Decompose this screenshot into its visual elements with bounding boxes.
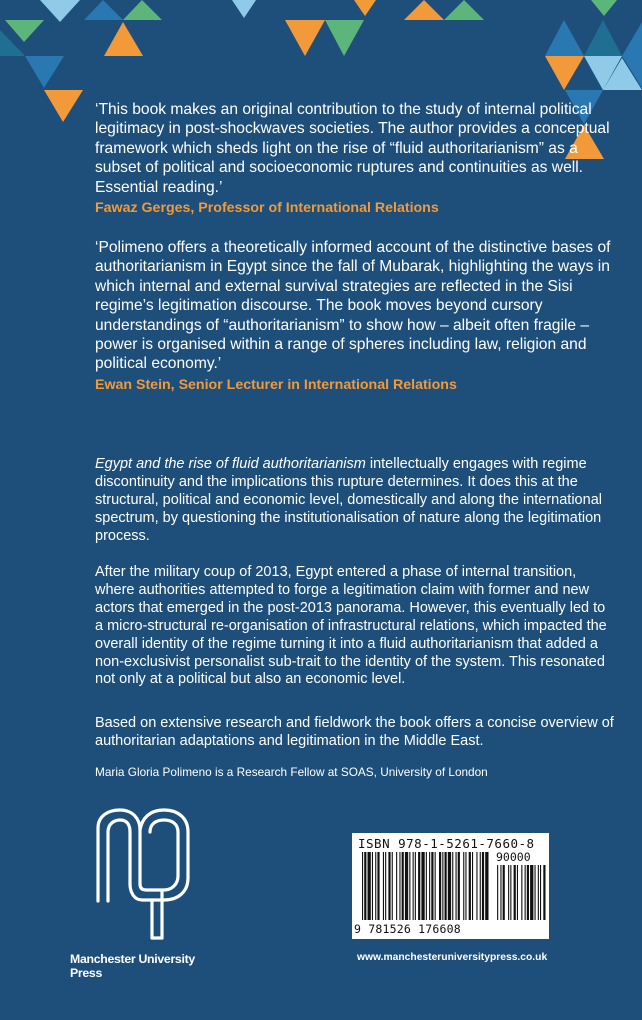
barcode-bar xyxy=(415,852,416,920)
barcode-bar xyxy=(377,852,379,920)
blurb-paragraph-1 xyxy=(95,456,615,546)
barcode-bar xyxy=(476,852,477,920)
barcode-addon-bar xyxy=(497,865,498,920)
barcode-bar xyxy=(480,852,481,920)
barcode-bar xyxy=(465,852,466,920)
barcode-bar xyxy=(442,852,443,920)
publisher-name: Manchester University Press xyxy=(70,952,195,980)
triangle-shape xyxy=(325,20,364,56)
barcode-addon-bar xyxy=(503,865,505,920)
barcode-bar xyxy=(472,852,473,920)
barcode-bar xyxy=(392,852,393,920)
barcode-bar xyxy=(409,852,410,920)
barcode-bar xyxy=(364,852,366,920)
barcode-bar xyxy=(396,852,397,920)
publisher-logo-icon xyxy=(92,806,208,946)
barcode-bar xyxy=(485,852,488,920)
barcode-addon-bar xyxy=(500,865,501,920)
quote-attribution: Ewan Stein, Senior Lecturer in International Relations xyxy=(95,376,457,393)
barcode-bar xyxy=(426,852,427,920)
barcode-bar xyxy=(445,852,447,920)
author-bio: Maria Gloria Polimeno is a Research Fellow at SOAS, University of London xyxy=(95,765,488,779)
barcode-bar xyxy=(362,852,363,920)
triangle-shape xyxy=(622,22,642,56)
barcode-addon: 90000 xyxy=(496,850,531,864)
barcode-addon-bar xyxy=(530,865,533,920)
endorsement-quote-1 xyxy=(95,100,615,218)
triangle-shape xyxy=(44,90,83,122)
barcode-bar xyxy=(385,852,386,920)
triangle-shape xyxy=(123,0,162,20)
barcode-bar xyxy=(463,852,464,920)
barcode-addon-bar xyxy=(510,865,511,920)
triangle-shape xyxy=(84,0,123,20)
blurb-paragraph-2: After the military coup of 2013, Egypt entered a phase of internal transition, where authorities attempted to forge a legitimation claim with former and new actors that emerged in the post-2013 panorama. However, this eventually led to a micro-structural re-organisation of infrastructural relations, which impacted the overall identity of the regime turning it into a fluid authoritarianism that added a non-exclusivist personalist sub-trait to the identity of the system. This resonated not only at a political but also an economic level. xyxy=(95,564,607,688)
barcode-bar xyxy=(418,852,420,920)
publisher-url[interactable]: www.manchesteruniversitypress.co.uk xyxy=(357,952,548,963)
barcode-bar xyxy=(469,852,471,920)
barcode-bar xyxy=(383,852,384,920)
barcode-bar xyxy=(482,852,484,920)
blurb-text: intellectually engages with regime discontinuity and the implications this rupture determines. It does this at the structural, political and economic level, domestically and along the international spectrum, by questioning the institutionalisation of nature along the legitimation process. xyxy=(95,456,602,544)
barcode-addon-bar xyxy=(535,865,536,920)
triangle-shape xyxy=(354,0,376,16)
barcode-bar xyxy=(431,852,433,920)
barcode-bar xyxy=(429,852,430,920)
triangle-shape xyxy=(232,0,256,18)
barcode-bar xyxy=(402,852,404,920)
triangle-shape xyxy=(545,56,584,90)
barcode-addon-bar xyxy=(508,865,509,920)
barcode-bar xyxy=(452,852,453,920)
triangle-shape xyxy=(404,0,444,20)
book-title-italic: Egypt and the rise of fluid authoritarianism xyxy=(95,456,366,472)
barcode-bar xyxy=(439,852,441,920)
barcode-addon-bar xyxy=(540,865,541,920)
barcode-bar xyxy=(399,852,400,920)
triangle-shape xyxy=(444,0,484,20)
barcode-bar xyxy=(413,852,414,920)
triangle-shape xyxy=(104,22,143,56)
isbn-barcode xyxy=(352,833,549,939)
endorsement-quote-2 xyxy=(95,238,615,395)
barcode-bar xyxy=(405,852,408,920)
triangle-shape xyxy=(591,0,617,16)
barcode-addon-bar xyxy=(538,865,539,920)
triangle-shape xyxy=(584,20,622,56)
barcode-bar xyxy=(458,852,460,920)
triangle-shape xyxy=(25,56,64,88)
triangle-shape xyxy=(5,20,44,42)
barcode-bar xyxy=(372,852,373,920)
triangle-shape xyxy=(545,20,584,56)
barcode-addon-bar xyxy=(514,865,516,920)
blurb-paragraph-3: Based on extensive research and fieldwork the book offers a concise overview of authoritarian adaptations and legitimation in the Middle East. xyxy=(95,715,614,749)
barcode-bar xyxy=(435,852,436,920)
barcode-addon-bar xyxy=(521,865,522,920)
barcode-addon-bar xyxy=(543,865,545,920)
triangle-shape xyxy=(40,0,80,22)
barcode-bar xyxy=(375,852,376,920)
barcode-addon-bar xyxy=(525,865,526,920)
barcode-bar xyxy=(388,852,390,920)
triangle-shape xyxy=(285,20,325,56)
barcode-bar xyxy=(456,852,457,920)
quote-text: ‘Polimeno offers a theoretically informed account of the distinctive bases of authoritarianism in Egypt since the fall of Mubarak, highlighting the ways in which internal and external survival strategies are reflected in the Sisi regime’s legitimation discourse. The book moves beyond cursory understandings of “authoritarianism” to show how – albeit often fragile – power is organised within a range of spheres including law, religion and political economy.’ xyxy=(95,239,611,373)
barcode-addon-bar xyxy=(527,865,529,920)
barcode-bar xyxy=(448,852,451,920)
barcode-bar xyxy=(368,852,371,920)
quote-text: ‘This book makes an original contribution to the study of internal political legitimacy in post-shockwaves societies. The author provides a conceptual framework which sheds light on the rise of “fluid authoritarianism” as a subset of political and socioeconomic ruptures and continuities as well. Essential reading.’ xyxy=(95,101,610,196)
isbn-label: ISBN 978-1-5261-7660-8 xyxy=(358,836,535,851)
barcode-digits: 9 781526 176608 xyxy=(354,922,461,936)
quote-attribution: Fawaz Gerges, Professor of International Relations xyxy=(95,200,439,217)
barcode-addon-bar xyxy=(517,865,518,920)
barcode-bar xyxy=(421,852,424,920)
